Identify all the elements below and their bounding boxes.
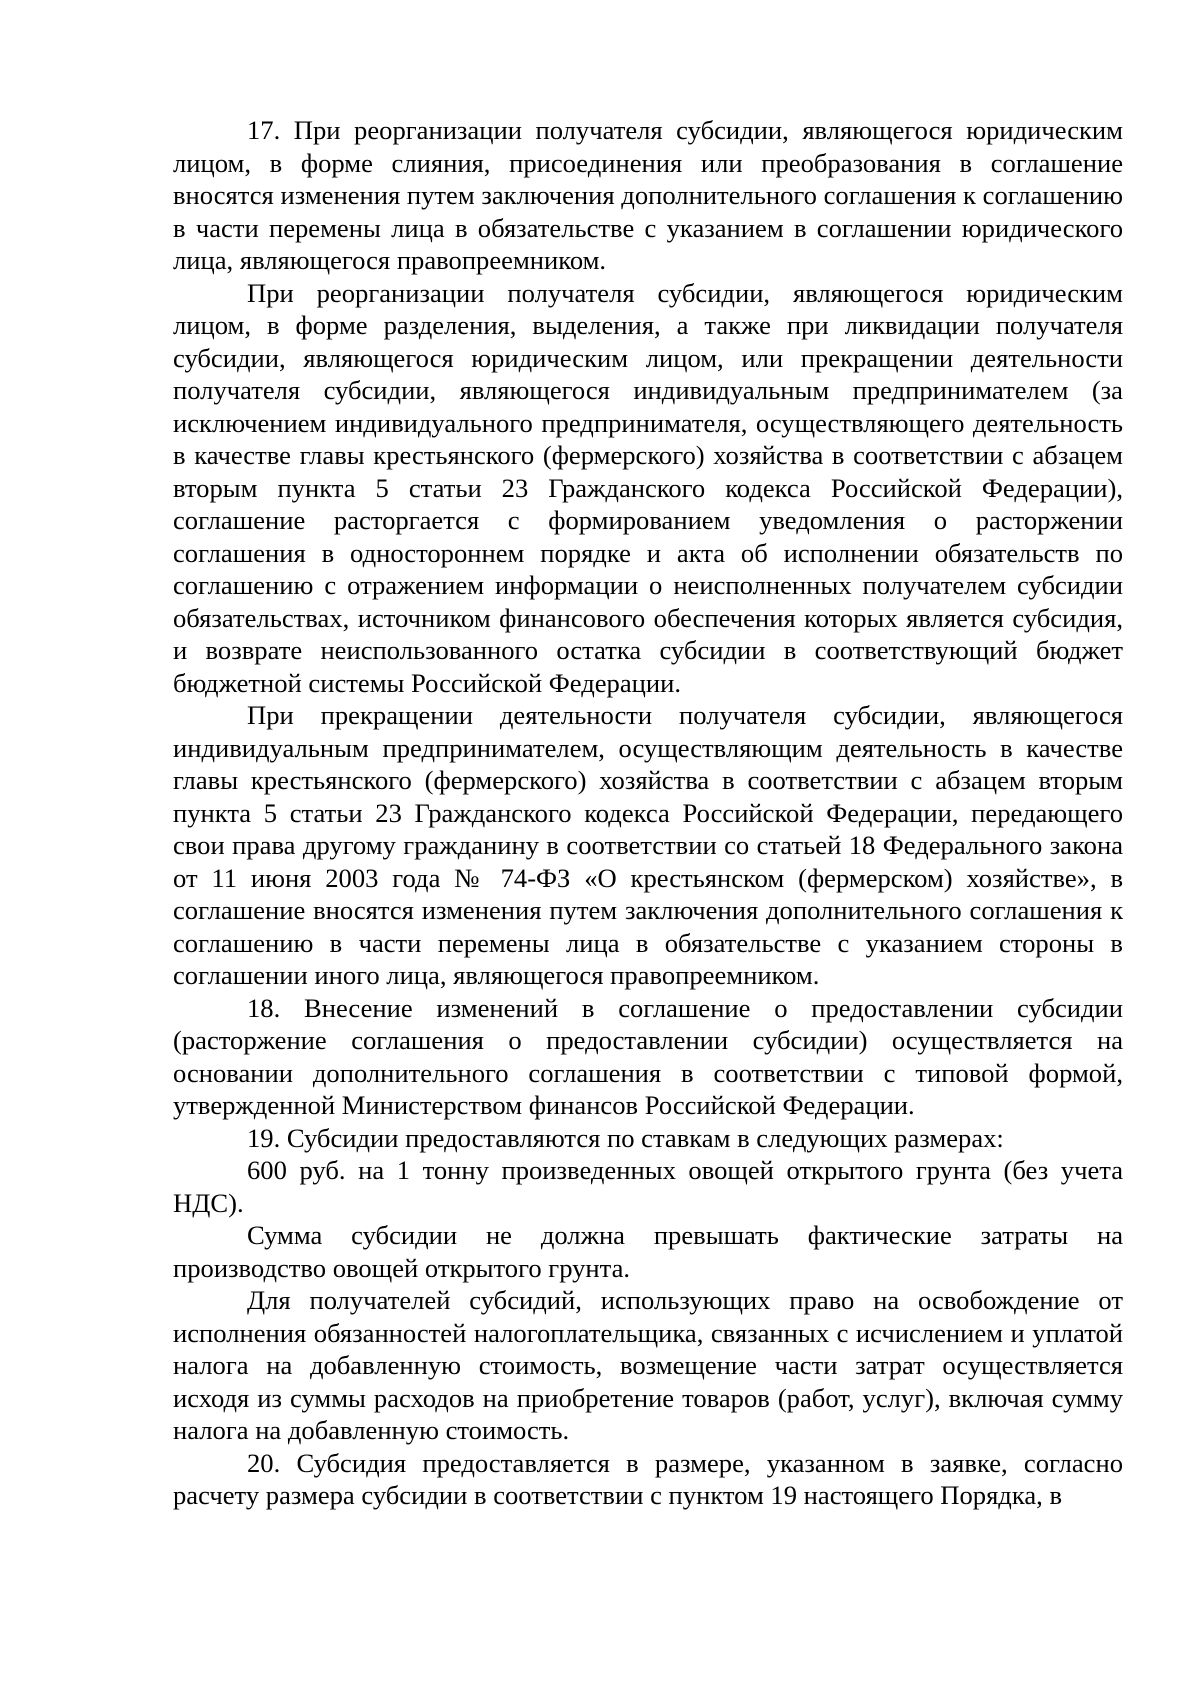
paragraph-19-limit: Сумма субсидии не должна превышать фактические затраты на производство овощей открытого грунта. (173, 1220, 1123, 1283)
paragraph-17-reorganization-division: При реорганизации получателя субсидии, являющегося юридическим лицом, в форме разделения, выделения, а также при ликвидации получателя субсидии, являющегося юридическим лицом, или прекращении деятельности получателя субсидии, являющегося индивидуальным предпринимателем (за исключением индивидуального предпринимателя, осуществляющего деятельность в качестве главы крестьянского (фермерского) хозяйства в соответствии с абзацем вторым пункта 5 статьи 23 Гражданского кодекса Российской Федерации), соглашение расторгается с формированием уведомления о расторжении соглашения в одностороннем порядке и акта об исполнении обязательств по соглашению с отражением информации о неисполненных получателем субсидии обязательствах, источником финансового обеспечения которых является субсидия, и возврате неиспользованного остатка субсидии в соответствующий бюджет бюджетной системы Российской Федерации. (173, 277, 1123, 698)
document-page (173, 114, 1123, 1512)
paragraph-17-farm-head-termination: При прекращении деятельности получателя субсидии, являющегося индивидуальным предпринимателем, осуществляющим деятельность в качестве главы крестьянского (фермерского) хозяйства в соответствии с абзацем вторым пункта 5 статьи 23 Гражданского кодекса Российской Федерации, передающего свои права другому гражданину в соответствии со статьей 18 Федерального закона от 11 июня 2003 года № 74-ФЗ «О крестьянском (фермерском) хозяйстве», в соглашение вносятся изменения путем заключения дополнительного соглашения к соглашению в части перемены лица в обязательстве с указанием стороны в соглашении иного лица, являющегося правопреемником. (173, 700, 1123, 990)
paragraph-20: 20. Субсидия предоставляется в размере, указанном в заявке, согласно расчету размера субсидии в соответствии с пунктом 19 настоящего Порядка, в (173, 1447, 1123, 1510)
paragraph-17: 17. При реорганизации получателя субсидии, являющегося юридическим лицом, в форме слияния, присоединения или преобразования в соглашение вносятся изменения путем заключения дополнительного соглашения к соглашению в части перемены лица в обязательстве с указанием в соглашении юридического лица, являющегося правопреемником. (173, 115, 1123, 275)
paragraph-19: 19. Субсидии предоставляются по ставкам в следующих размерах: (247, 1122, 1004, 1153)
paragraph-19-vat: Для получателей субсидий, использующих право на освобождение от исполнения обязанностей налогоплательщика, связанных с исчислением и уплатой налога на добавленную стоимость, возмещение части затрат осуществляется исходя из суммы расходов на приобретение товаров (работ, услуг), включая сумму налога на добавленную стоимость. (173, 1285, 1123, 1445)
paragraph-19-rate: 600 руб. на 1 тонну произведенных овощей открытого грунта (без учета НДС). (173, 1155, 1123, 1218)
paragraph-18: 18. Внесение изменений в соглашение о предоставлении субсидии (расторжение соглашения о предоставлении субсидии) осуществляется на основании дополнительного соглашения в соответствии с типовой формой, утвержденной Министерством финансов Российской Федерации. (173, 992, 1123, 1120)
